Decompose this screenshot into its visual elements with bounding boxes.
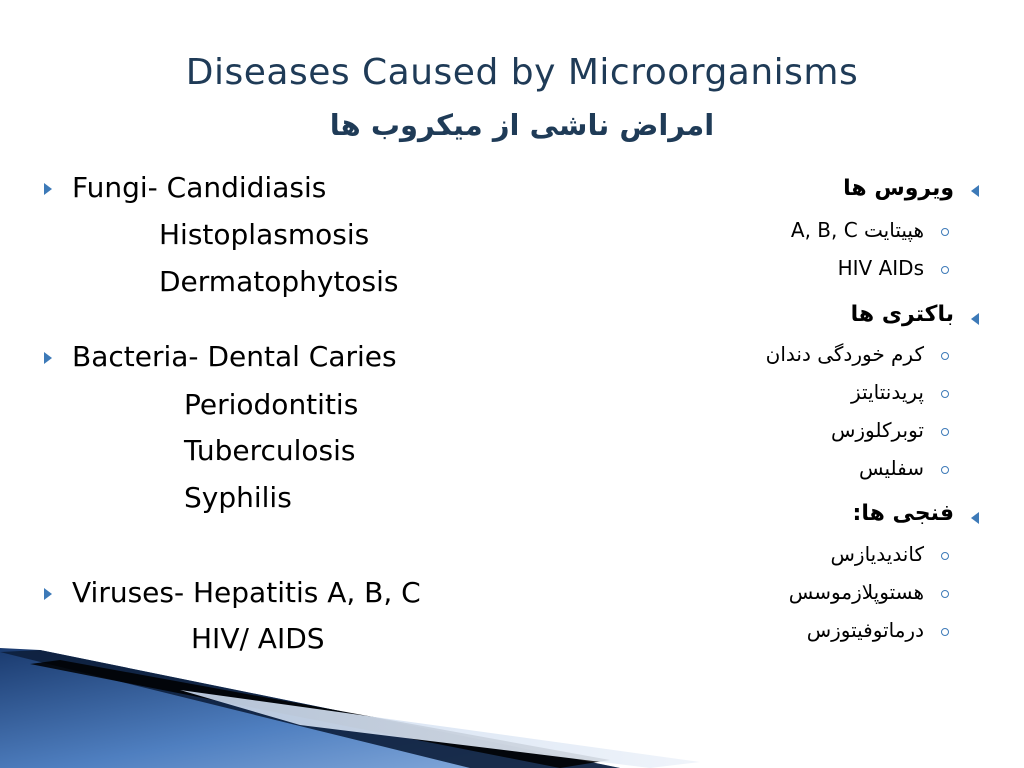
separator: - [173, 576, 193, 609]
slide-title: Diseases Caused by Microorganisms [185, 52, 859, 93]
list-heading: فنجی ها: [852, 501, 954, 526]
item-text: Hepatitis A, B, C [193, 576, 421, 609]
separator: - [188, 340, 208, 373]
list-heading: ویروس ها [843, 176, 954, 201]
list-item: کرم خوردگی دندان [765, 342, 924, 366]
item-text: Candidiasis [166, 171, 327, 204]
item-text: Dental Caries [207, 340, 397, 373]
list-item: درماتوفیتوزس [806, 618, 924, 642]
list-item: هستوپلازموسس [788, 580, 924, 604]
list-item: کاندیدیازس [830, 542, 924, 566]
list-item: Dermatophytosis [159, 265, 399, 298]
separator: - [147, 171, 167, 204]
list-item: توبرکلوزس [830, 418, 924, 442]
list-item: HIV AIDs [837, 256, 924, 280]
slide-subtitle: امراض ناشی از میکروب ها [329, 108, 715, 142]
list-item: Periodontitis [184, 388, 359, 421]
list-item: Histoplasmosis [159, 218, 370, 251]
list-item: پریدنتایتز [851, 380, 924, 404]
category-label: Bacteria [72, 340, 189, 373]
list-item: هپیتایت A, B, C [790, 218, 924, 242]
category-label: Fungi [72, 171, 148, 204]
list-item: سفلیس [858, 456, 924, 480]
category-label: Viruses [72, 576, 174, 609]
list-item: Tuberculosis [184, 434, 356, 467]
list-item: Syphilis [184, 481, 292, 514]
list-item: HIV/ AIDS [191, 622, 325, 655]
list-heading: باکتری ها [850, 302, 954, 327]
